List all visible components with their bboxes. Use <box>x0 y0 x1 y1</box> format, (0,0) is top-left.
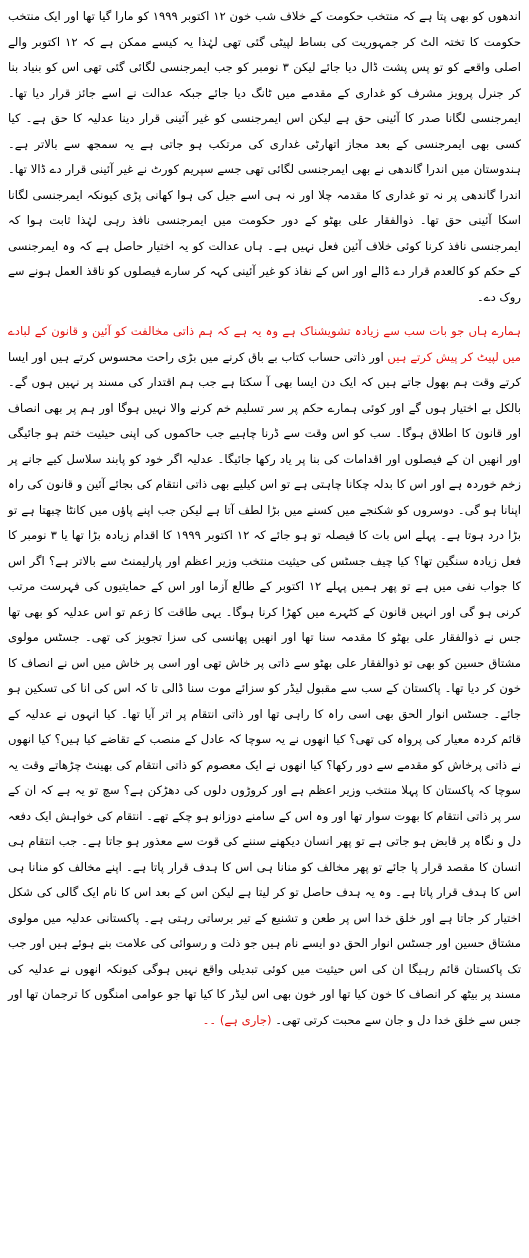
paragraph-2-text: اور ذاتی حساب کتاب بے باق کرنے میں بڑی راحت محسوس کرتے ہیں اور ایسا کرتے وقت ہم بھول جاتے ہیں کہ ایک دن ایسا بھی آ سکتا ہے جب ہم اقتدار کی مسند پر نہیں ہوں گے۔ بالکل بے اختیار ہوں گے اور کوئی ہمارے حکم پر سر تسلیم خم کرنے والا نہیں ہوگا اور ہم پر بھی انصاف اور قانون کا اطلاق ہوگا۔ سب کو اس وقت سے ڈرنا چاہیے جب حاکموں کی اپنی حیثیت ختم ہو جائیگی اور انھیں ان کے فیصلوں اور اقدامات کی بنا پر یاد رکھا جائیگا۔ عدلیہ اگر خود کو پابند سلاسل کیے جانے پر زخم خوردہ ہے اور اس کا بدلہ چکانا چاہتی ہے تو اس کیلیے بھی ذاتی انتقام کی بجائے آئین و قانون کی راہ اپنانا ہو گی۔ دوسروں کو شکنجے میں کسنے میں بڑا لطف آتا ہے لیکن جب اپنے پاؤں میں کانٹا چبھتا ہے تو بڑا درد ہوتا ہے۔ پہلے اس بات کا فیصلہ تو ہو جائے کہ ۱۲ اکتوبر ۱۹۹۹ کا اقدام زیادہ بڑا تھا یا ۳ نومبر کا فعل زیادہ سنگین تھا؟ کیا چیف جسٹس کی حیثیت منتخب وزیر اعظم اور پارلیمنٹ سے بالاتر ہے؟ اگر اس کا جواب نفی میں ہے تو پھر ہمیں پہلے ۱۲ اکتوبر کے طالع آزما اور اس کے حمایتیوں کی فہرست مرتب کرنی ہو گی اور انہیں قانون کے کٹہرے میں کھڑا کرنا ہوگا۔ یہی طاقت کا زعم تو اس عدلیہ کو بھی تھا جس نے ذوالفقار علی بھٹو کا مقدمہ سنا تھا اور انھیں پھانسی کی سزا تجویز کی تھی۔ جسٹس مولوی مشتاق حسین کو بھی تو ذوالفقار علی بھٹو سے ذاتی پر خاش تھی اور اسی پر خاش میں اس نے انصاف کا خون کر دیا تھا۔ پاکستان کے سب سے مقبول لیڈر کو سزائے موت سنا ڈالی تا کہ اس کی انا کی تسکین ہو جائے۔ جسٹس انوار الحق بھی اسی راہ کا راہی تھا اور ذاتی انتقام پر اتر آیا تھا۔ کیا انہوں نے عدلیہ کے قائم کردہ معیار کی پرواہ کی تھی؟ کیا انھوں نے یہ سوچا کہ عادل کے منصب کے تقاضے کیا ہیں؟ کیا انھوں نے ذاتی پرخاش کو مقدمے سے دور رکھا؟ کیا انھوں نے ایک معصوم کو ذاتی انتقام کی بھینٹ چڑھاتے وقت یہ سوچا کہ پاکستان کا پہلا منتخب وزیر اعظم ہے اور کروڑوں دلوں کی دھڑکن ہے؟ سچ تو یہ ہے کہ ان کے سر پر ذاتی انتقام کا بھوت سوار تھا اور وہ اس کے سامنے دوزانو ہو چکے تھے۔ انتقام کی خواہش ایک دفعہ دل و نگاہ پر قابض ہو جاتی ہے تو پھر انسان دیکھنے سننے کی قوت سے معذور ہو جاتا ہے۔ جب انتقام ہی انسان کا مقصد قرار پا جائے تو پھر مخالف کو منانا ہی اس کا ہدف قرار پاتا ہے۔ اپنے مخالف کو منانا ہی اس کا ہدف قرار پاتا ہے۔ وہ یہ ہدف حاصل تو کر لیتا ہے لیکن اس کے بعد اس کا نام ایک گالی کی شکل اختیار کر جاتا ہے اور خلق خدا اس پر طعن و تشنیع کے تیر برساتی رہتی ہے۔ پاکستانی عدلیہ میں مولوی مشتاق حسین اور جسٹس انوار الحق دو ایسے نام ہیں جو ذلت و رسوائی کی علامت بنے ہوئے ہیں اور جب تک پاکستان قائم رہیگا ان کی اس حیثیت میں کوئی تبدیلی واقع نہیں ہوگی کیونکہ انھوں نے عدلیہ کی مسند پر بیٹھ کر انصاف کا خون کیا تھا اور خون بھی اس لیڈر کا کیا تھا جو عوامی امنگوں کا ترجمان تھا اور جس سے خلق خدا دل و جان سے محبت کرتی تھی۔ <box>8 349 521 1027</box>
continued-marker: (جاری ہے) ۔۔ <box>202 1012 272 1027</box>
article-paragraph-2 <box>8 319 521 1033</box>
article-paragraph-1 <box>8 4 521 310</box>
paragraph-1-text: اندھوں کو بھی پتا ہے کہ منتخب حکومت کے خلاف شب خون ۱۲ اکتوبر ۱۹۹۹ کو مارا گیا تھا اور ایک منتخب حکومت کا تختہ الٹ کر جمہوریت کی بساط لپیٹی گئی تھی لہٰذا یہ کیسے ممکن ہے کہ ۱۲ اکتوبر والے اصلی واقعے کو تو پس پشت ڈال دیا جائے لیکن ۳ نومبر کو جب ایمرجنسی لگائی گئی تھی اس کو بنیاد بنا کر جنرل پرویز مشرف کو غداری کے مقدمے میں ٹانگ دیا جائے جبکہ عدالت نے اسے جائز قرار دیا تھا۔ ایمرجنسی لگانا صدر کا آئینی حق ہے لیکن اس ایمرجنسی کو غیر آئینی قرار دینا عدلیہ کا حق ہے۔ کیا کسی بھی ایمرجنسی کے بعد مجاز اتھارٹی غداری کی مرتکب ہو جاتی ہے یہ سمجھ سے بالاتر ہے۔ ہندوستان میں اندرا گاندھی نے بھی ایمرجنسی لگائی تھی جسے سپریم کورٹ نے غیر آئینی قرار دے ڈالا تھا۔ اندرا گاندھی پر نہ تو غداری کا مقدمہ چلا اور نہ ہی اسے جیل کی ہوا کھانی پڑی کیونکہ ایمرجنسی لگانا اسکا آئینی حق تھا۔ ذوالفقار علی بھٹو کے دور حکومت میں ایمرجنسی نافذ رہی لہٰذا ثابت ہوا کہ ایمرجنسی نافذ کرنا کوئی خلاف آئین فعل نہیں ہے۔ ہاں عدالت کو یہ اختیار حاصل ہے کہ وہ ایمرجنسی کے حکم کو کالعدم قرار دے ڈالے اور اس کے نفاذ کو غیر آئینی کہہ کر سارے فیصلوں کو ناقذ العمل ہونے سے روک دے۔ <box>8 9 522 304</box>
highlighted-lead-sentence: ہمارے ہاں جو بات سب سے زیادہ تشویشناک ہے وہ یہ ہے کہ ہم ذاتی مخالفت کو آئین و قانون کے لبادے میں لپیٹ کر پیش کرتے ہیں <box>8 324 521 364</box>
